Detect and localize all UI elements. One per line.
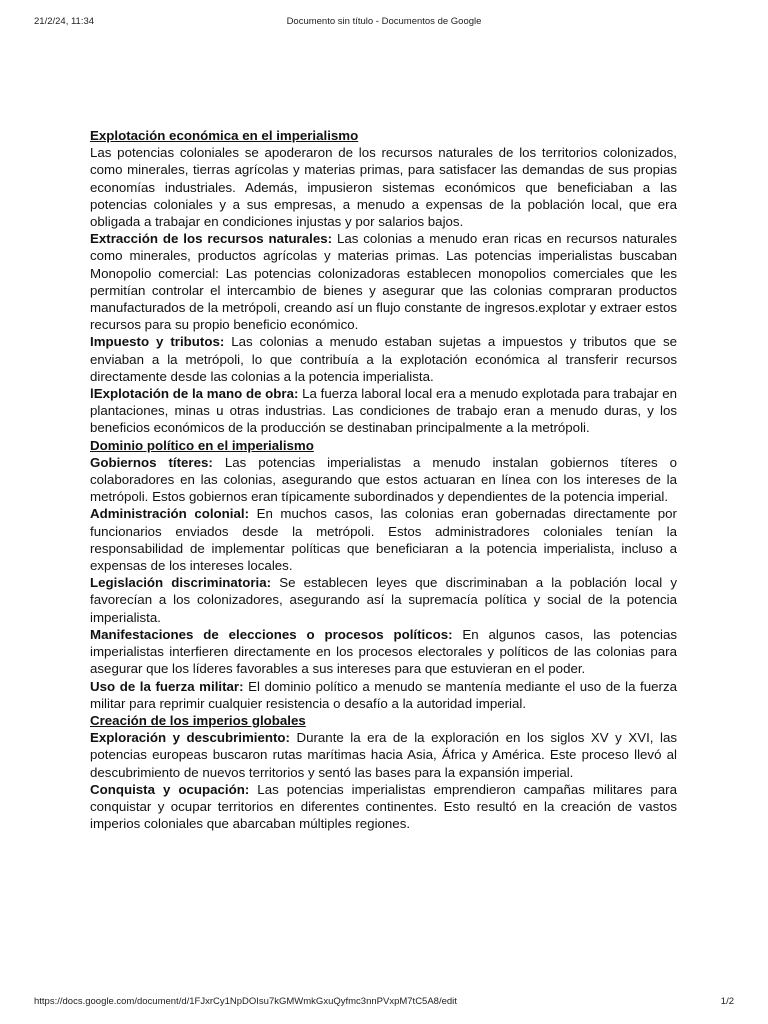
paragraph-lead: Manifestaciones de elecciones o procesos políticos: [90,626,453,642]
paragraph-text: Las potencias coloniales se apoderaron de los recursos naturales de los territorios colonizados, como minerales, tierras agrícolas y materias primas, para satisfacer las demandas de sus propias economías industriales. Además, impusieron sistemas económicos que beneficiaban a las potencias coloniales y a sus empresas, a menudo a expensas de la población local, que era obligada a trabajar en condiciones injustas y por salarios bajos. [90,145,677,230]
paragraph-text: En algunos casos, las potencias imperialistas interfieren directamente en los procesos electorales y políticos de las colonias para asegurar que los líderes favorables a sus intereses para que estuvieran en el poder. [90,626,677,677]
paragraph-lead: lExplotación de la mano de obra: [90,386,299,402]
paragraph-text: Las potencias imperialistas emprendieron campañas militares para conquistar y ocupar territorios en diferentes continentes. Esto resultó en la creación de vastos imperios coloniales que abarcaban múltiples regiones. [90,781,677,832]
print-page-number: 1/2 [720,996,734,1007]
paragraph [90,574,677,626]
paragraph [90,144,677,230]
section-heading-creacion: Creación de los imperios globales [90,712,306,728]
paragraph-lead: Legislación discriminatoria: [90,575,272,591]
print-url: https://docs.google.com/document/d/1FJxrCy1NpDOIsu7kGMWmkGxuQyfmc3nnPVxpM7tC5A8/edit [34,996,457,1007]
paragraph-lead: Impuesto y tributos: [90,334,225,350]
paragraph-lead: Exploración y descubrimiento: [90,730,290,746]
print-document-title: Documento sin título - Documentos de Google [286,16,482,27]
paragraph-lead: Extracción de los recursos naturales: [90,231,333,247]
print-datetime: 21/2/24, 11:34 [34,16,95,27]
paragraph-text: Durante la era de la exploración en los siglos XV y XVI, las potencias europeas buscaron rutas marítimas hacia Asia, África y América. Este proceso llevó al descubrimiento de nuevos territorios y sentó las bases para la expansión imperial. [90,730,677,780]
paragraph-text: El dominio político a menudo se mantenía mediante el uso de la fuerza militar para reprimir cualquier resistencia o desafío a la autoridad imperial. [90,678,677,711]
paragraph-text: Las colonias a menudo estaban sujetas a impuestos y tributos que se enviaban a la metrópoli, lo que contribuía a la explotación económica al transferir recursos directamente desde las colonias a la potencia imperialista. [90,334,677,384]
paragraph [90,230,677,333]
paragraph [90,781,677,833]
document-body [90,127,677,832]
paragraph [90,626,677,678]
print-header [34,16,734,27]
paragraph [90,505,677,574]
paragraph-lead: Gobiernos títeres: [90,454,213,470]
paragraph-text: Las potencias imperialistas a menudo instalan gobiernos títeres o colaboradores en las colonias, asegurando que estos actuaran en línea con los intereses de la metrópoli. Estos gobiernos eran típicamente subordinados y dependientes de la potencia imperial. [90,454,677,505]
paragraph [90,729,677,781]
paragraph-text: En muchos casos, las colonias eran gobernadas directamente por funcionarios enviados desde la metrópoli. Estos administradores coloniales tenían la responsabilidad de implementar políticas que beneficiaran a la potencia imperialista, incluso a expensas de los intereses locales. [90,506,677,574]
paragraph [90,333,677,385]
paragraph-lead: Uso de la fuerza militar: [90,678,244,694]
paragraph-lead: Conquista y ocupación: [90,781,250,797]
print-footer [34,996,734,1007]
paragraph-text: Se establecen leyes que discriminaban a la población local y favorecían a los colonizadores, asegurando así la supremacía política y social de la potencia imperialista. [90,575,678,625]
section-heading-explotacion: Explotación económica en el imperialismo [90,128,359,143]
paragraph-lead: Administración colonial: [90,506,250,522]
paragraph-text: La fuerza laboral local era a menudo explotada para trabajar en plantaciones, minas u otras industrias. Las condiciones de trabajo eran a menudo duras, y los beneficios económicos de la producción se destinaban principalmente a la metrópoli. [90,386,678,436]
section-heading-dominio: Dominio político en el imperialismo [90,437,314,453]
paragraph [90,454,677,506]
paragraph [90,678,677,712]
paragraph [90,385,677,437]
paragraph-text: Las colonias a menudo eran ricas en recursos naturales como minerales, productos agrícolas y materias primas. Las potencias imperialistas buscaban Monopolio comercial: Las potencias colonizadoras establecen monopolios comerciales que les permitían controlar el intercambio de bienes y asegurar que las colonias compraran productos manufacturados de la metrópoli, creando así un flujo constante de ingresos.explotar y extraer estos recursos para su propio beneficio económico. [90,231,677,333]
